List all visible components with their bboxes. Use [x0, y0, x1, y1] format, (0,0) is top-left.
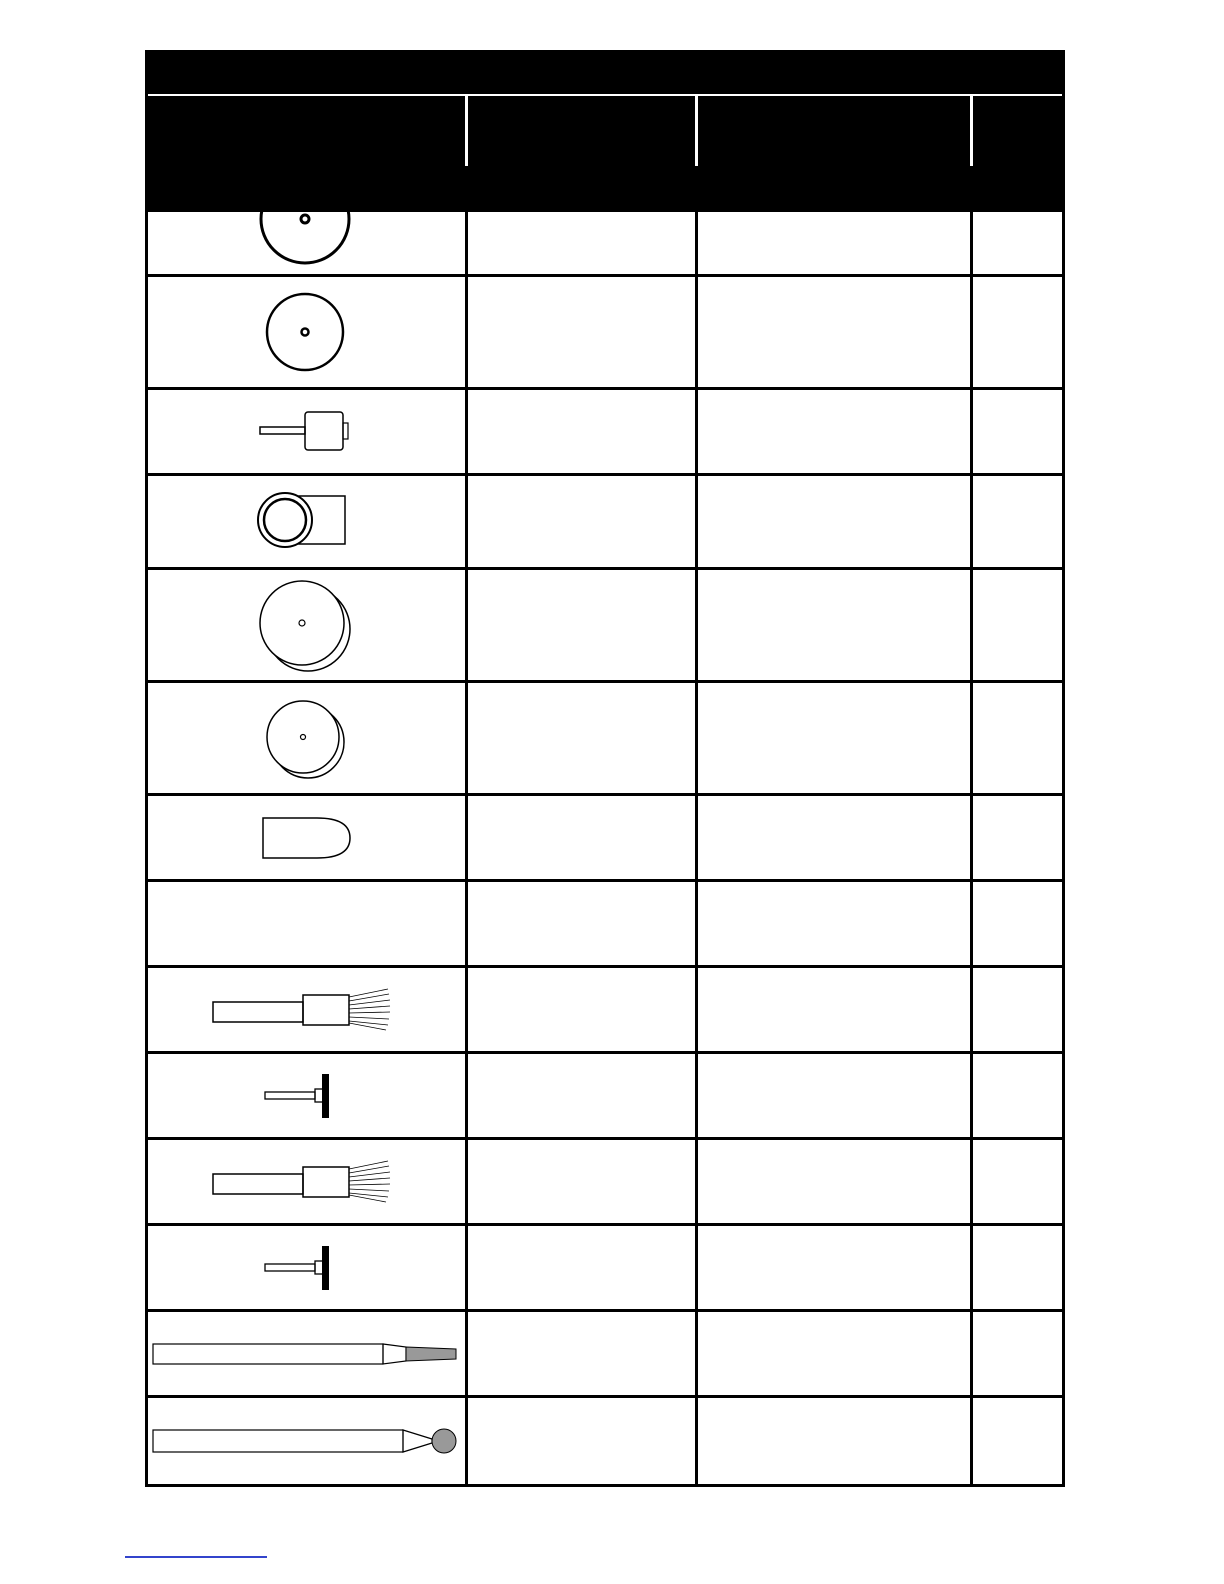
accessory-table: [145, 50, 1065, 1487]
table-border: [145, 50, 1065, 1487]
footer-link[interactable]: [125, 1556, 267, 1558]
